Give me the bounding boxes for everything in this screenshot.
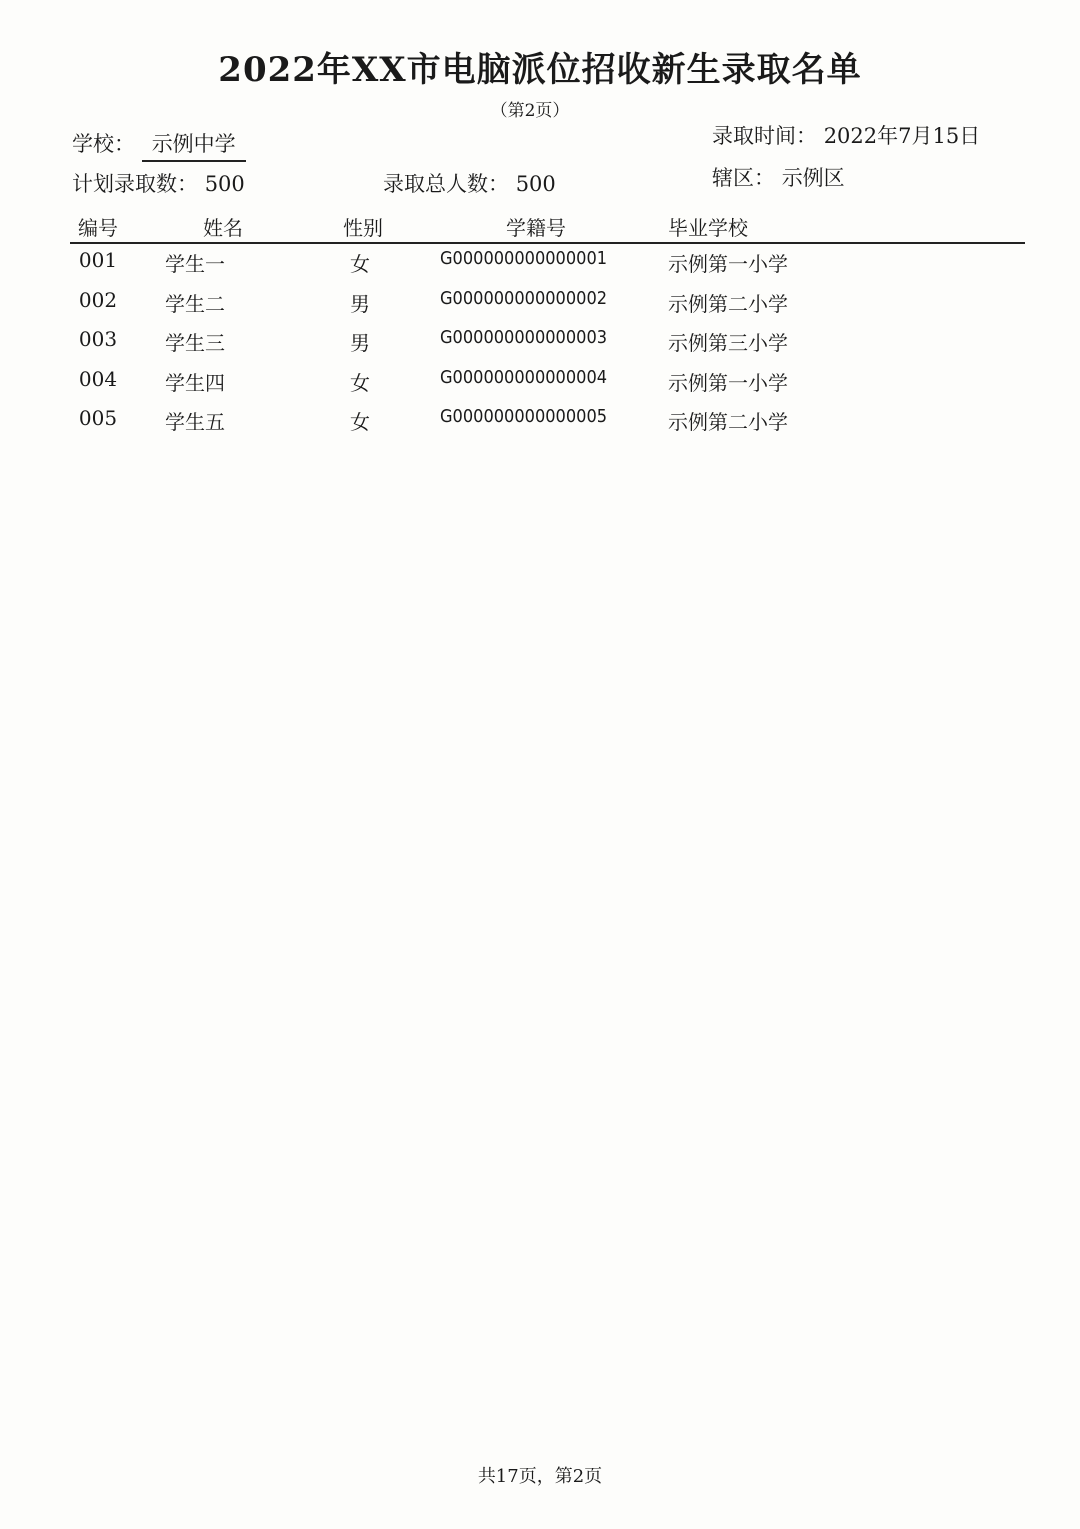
district-value: 示例区: [781, 166, 845, 190]
row-id: G000000000000002: [440, 287, 608, 309]
row-name: 学生一: [165, 252, 225, 276]
row-id: G000000000000003: [440, 327, 608, 349]
table-header: [70, 212, 1025, 244]
row-sex: 男: [350, 331, 370, 356]
table-body: [0, 248, 1080, 446]
header-school: 毕业学校: [668, 216, 748, 240]
district-field: [712, 162, 845, 192]
row-school: 示例第一小学: [668, 370, 788, 395]
total-field: [383, 168, 556, 198]
row-no: 004: [78, 366, 118, 391]
table-row: [0, 248, 1080, 288]
planned-value: 500: [204, 172, 245, 196]
page-footer: 共17页，第2页: [477, 1466, 603, 1487]
row-school: 示例第三小学: [668, 331, 788, 356]
header-sex: 性别: [343, 216, 383, 240]
row-no: 001: [78, 248, 118, 272]
row-no: 003: [78, 327, 118, 352]
row-school: 示例第二小学: [668, 410, 788, 435]
row-name: 学生三: [165, 331, 225, 356]
row-id: G000000000000005: [440, 406, 608, 428]
admit-time-label: 录取时间：: [712, 124, 817, 148]
page-title: 2022年XX市电脑派位招收新生录取名单: [218, 50, 862, 90]
table-row: [0, 288, 1080, 328]
planned-label: 计划录取数：: [72, 172, 198, 196]
row-sex: 女: [350, 410, 370, 435]
row-sex: 女: [350, 370, 370, 395]
district-label: 辖区：: [712, 166, 775, 190]
total-label: 录取总人数：: [383, 172, 509, 196]
row-name: 学生四: [165, 370, 225, 395]
row-id: G000000000000004: [440, 366, 608, 388]
row-school: 示例第一小学: [668, 252, 788, 276]
page-subtitle: （第2页）: [490, 101, 570, 121]
row-name: 学生五: [165, 410, 225, 435]
row-no: 005: [78, 406, 118, 431]
school-value: 示例中学: [142, 132, 246, 162]
header-name: 姓名: [203, 216, 243, 240]
school-field: [72, 128, 246, 158]
total-value: 500: [515, 172, 556, 196]
table-row: [0, 327, 1080, 367]
admit-time-field: [712, 120, 980, 150]
planned-field: [72, 168, 245, 198]
table-row: [0, 367, 1080, 407]
row-id: G000000000000001: [440, 248, 608, 269]
admit-time-value: 2022年7月15日: [823, 124, 981, 148]
row-school: 示例第二小学: [668, 291, 788, 316]
row-no: 002: [78, 287, 118, 312]
school-label: 学校：: [72, 132, 135, 156]
header-id: 学籍号: [506, 216, 566, 240]
row-sex: 女: [350, 252, 370, 276]
row-name: 学生二: [165, 291, 225, 316]
row-sex: 男: [350, 291, 370, 316]
header-no: 编号: [78, 216, 118, 240]
table-row: [0, 406, 1080, 446]
